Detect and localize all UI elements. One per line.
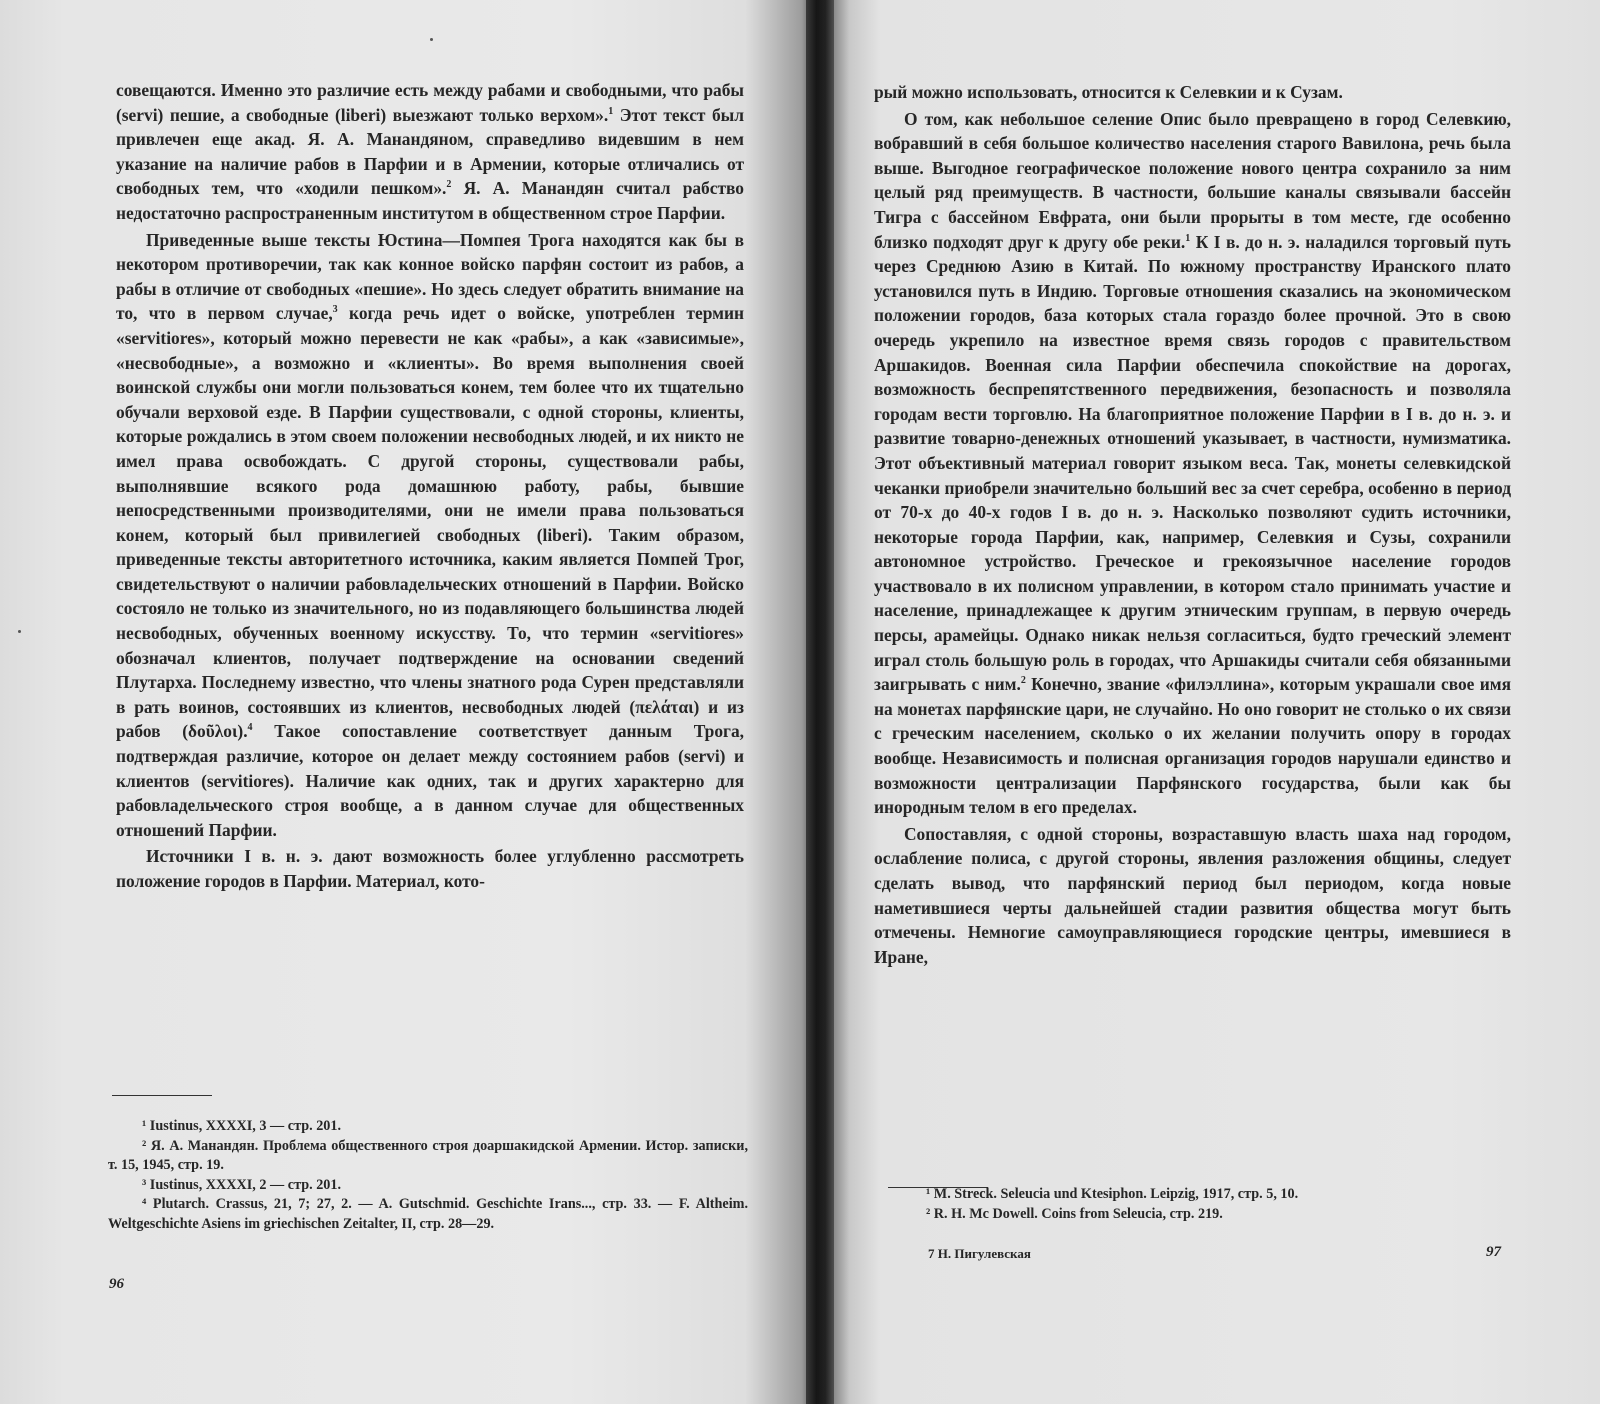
footnotes <box>108 1117 748 1234</box>
paragraph: Приведенные выше тексты Юстина—Помпея Трога находятся как бы в некотором противоречии, так как конное войско парфян состоит из рабов, а рабы в отличие от свободных «пешие». Но здесь следует обратить внимание на то, что в первом случае,$^3$ когда речь идет о войске, употреблен термин «servitiores», который можно перевести не как «рабы», а как «зависимые», «несвободные», а возможно и «клиенты». Во время выполнения своей воинской службы они могли пользоваться конем, тем более что их тщательно обучали верховой езде. В Парфии существовали, с одной стороны, клиенты, которые рождались в этом своем положении несвободных людей, и их никто не имел права освобождать. С другой стороны, существовали рабы, выполнявшие всякого рода домашнюю работу, рабы, бывшие непосредственными производителями, они не имели права пользоваться конем, который был привилегией свободных (liberi). Таким образом, приведенные тексты авторитетного источника, каким является Помпей Трог, свидетельствуют о наличии рабовладельческих отношений в Парфии. Войско состояло не только из значительного, но из подавляющего большинства людей несвободных, обученных военному искусству. То, что термин «servitiores» обозначал клиентов, получает подтверждение на основании сведений Плутарха. Последнему известно, что члены знатного рода Сурен представляли в рать воинов, состоявших из клиентов, несвободных людей (πελάται) и из рабов (δοῦλοι).$^4$ Такое сопоставление соответствует данным Трога, подтверждая различие, которое он делает между состоянием рабов (servi) и клиентов (servitiores). Наличие как одних, так и других характерно для рабовладельческого строя вообще, а в данном случае для общественных отношений Парфии. <box>116 229 744 840</box>
paragraph: Источники I в. н. э. дают возможность более углубленно рассмотреть положение городов в Парфии. Материал, кото- <box>116 846 744 891</box>
footnote: ² Я. А. Манандян. Проблема общественного строя доаршакидской Армении. Истор. записки, т. 15, 1945, стр. 19. <box>108 1137 748 1173</box>
paragraph: совещаются. Именно это различие есть между рабами и свободными, что рабы (servi) пешие, а свободные (liberi) выезжают только верхом».$^1$ Этот текст был привлечен еще акад. Я. А. Манандяном, справедливо видевшим в нем указание на наличие рабов в Парфии и в Армении, которые отличались от свободных тем, что «ходили пешком».$^2$ Я. А. Манандян считал рабство недостаточно распространенным институтом в общественном строе Парфии. <box>116 80 744 223</box>
paper-speck <box>18 630 21 633</box>
paragraph: О том, как небольшое селение Опис было превращено в город Селевкию, вобравший в себя большое количество населения старого Вавилона, речь была выше. Выгодное географическое положение нового центра сохранило за ним целый ряд преимуществ. В частности, большие каналы связывали бассейн Тигра с бассейном Евфрата, они были прорыты в том месте, где особенно близко подходят друг к другу обе реки.$^1$ К I в. до н. э. наладился торговый путь через Среднюю Азию в Китай. По южному пространству Иранского плато установился путь в Индию. Торговые отношения сказались на экономическом положении городов, база которых стала гораздо более прочной. Это в свою очередь укрепило на известное время связь городов с правительством Аршакидов. Военная сила Парфии обеспечила спокойствие на дорогах, возможность беспрепятственного передвижения, безопасность и позволяла городам вести торговлю. На благоприятное положение Парфии в I в. до н. э. и развитие товарно-денежных отношений указывает, в частности, нумизматика. Этот объективный материал говорит языком веса. Так, монеты селевкидской чеканки приобрели значительно больший вес за счет серебра, особенно в период от 70-х до 40-х годов I в. до н. э. Насколько позволяют судить источники, некоторые города Парфии, как, например, Селевкия и Сузы, сохранили автономное устройство. Греческое и грекоязычное население городов участвовало в их полисном управлении, в котором стало принимать участие и население, принадлежащее к другим этническим группам, в первую очередь персы, арамейцы. Однако никак нельзя согласиться, будто греческий элемент играл столь большую роль в городах, что Аршакиды считали себя обязанными заигрывать с ним.$^2$ Конечно, звание «филэллина», которым украшали свое имя на монетах парфянские цари, не случайно. Но оно говорит не столько о их связи с греческим населением, сколько о их желании получить опору в городах вообще. Независимость и полисная организация городов нарушали единство и возможности централизации Парфянского государства, были как бы инородным телом в его пределах. <box>874 108 1512 818</box>
paper-speck <box>430 38 433 41</box>
footnotes <box>892 1185 1512 1224</box>
footnote: ¹ M. Streck. Seleucia und Ktesiphon. Leipzig, 1917, стр. 5, 10. <box>926 1186 1299 1202</box>
footnote: ² R. H. Mc Dowell. Coins from Seleucia, стр. 219. <box>926 1205 1223 1222</box>
footnote: ⁴ Plutarch. Crassus, 21, 7; 27, 2. — A. Gutschmid. Geschichte Irans..., стр. 33. — F. Altheim. Weltgeschichte Asiens im griechischen Zeitalter, II, стр. 28—29. <box>108 1196 748 1232</box>
page-number: 97 <box>1486 1244 1501 1260</box>
paragraph: рый можно использовать, относится к Селевкии и к Сузам. <box>874 82 1343 102</box>
book-gutter <box>806 0 836 1404</box>
right-page-body <box>874 80 1511 969</box>
footnote-rule <box>112 1095 212 1096</box>
right-page <box>834 0 1600 1404</box>
printer-signature: 7 Н. Пигулевская <box>928 1246 1031 1261</box>
footnote: ¹ Iustinus, XXXXI, 3 — стр. 201. <box>142 1118 342 1134</box>
paragraph: Сопоставляя, с одной стороны, возраставшую власть шаха над городом, ослабление полиса, с другой стороны, явления разложения общины, следует сделать вывод, что парфянский период был периодом, когда новые наметившиеся черты дальнейшей стадии развития общества могут быть отмечены. Немногие самоуправляющиеся городские центры, имевшиеся в Иране, <box>874 823 1511 967</box>
left-page-body <box>116 78 744 894</box>
footnote: ³ Iustinus, XXXXI, 2 — стр. 201. <box>142 1176 342 1193</box>
page-number: 96 <box>109 1276 124 1292</box>
